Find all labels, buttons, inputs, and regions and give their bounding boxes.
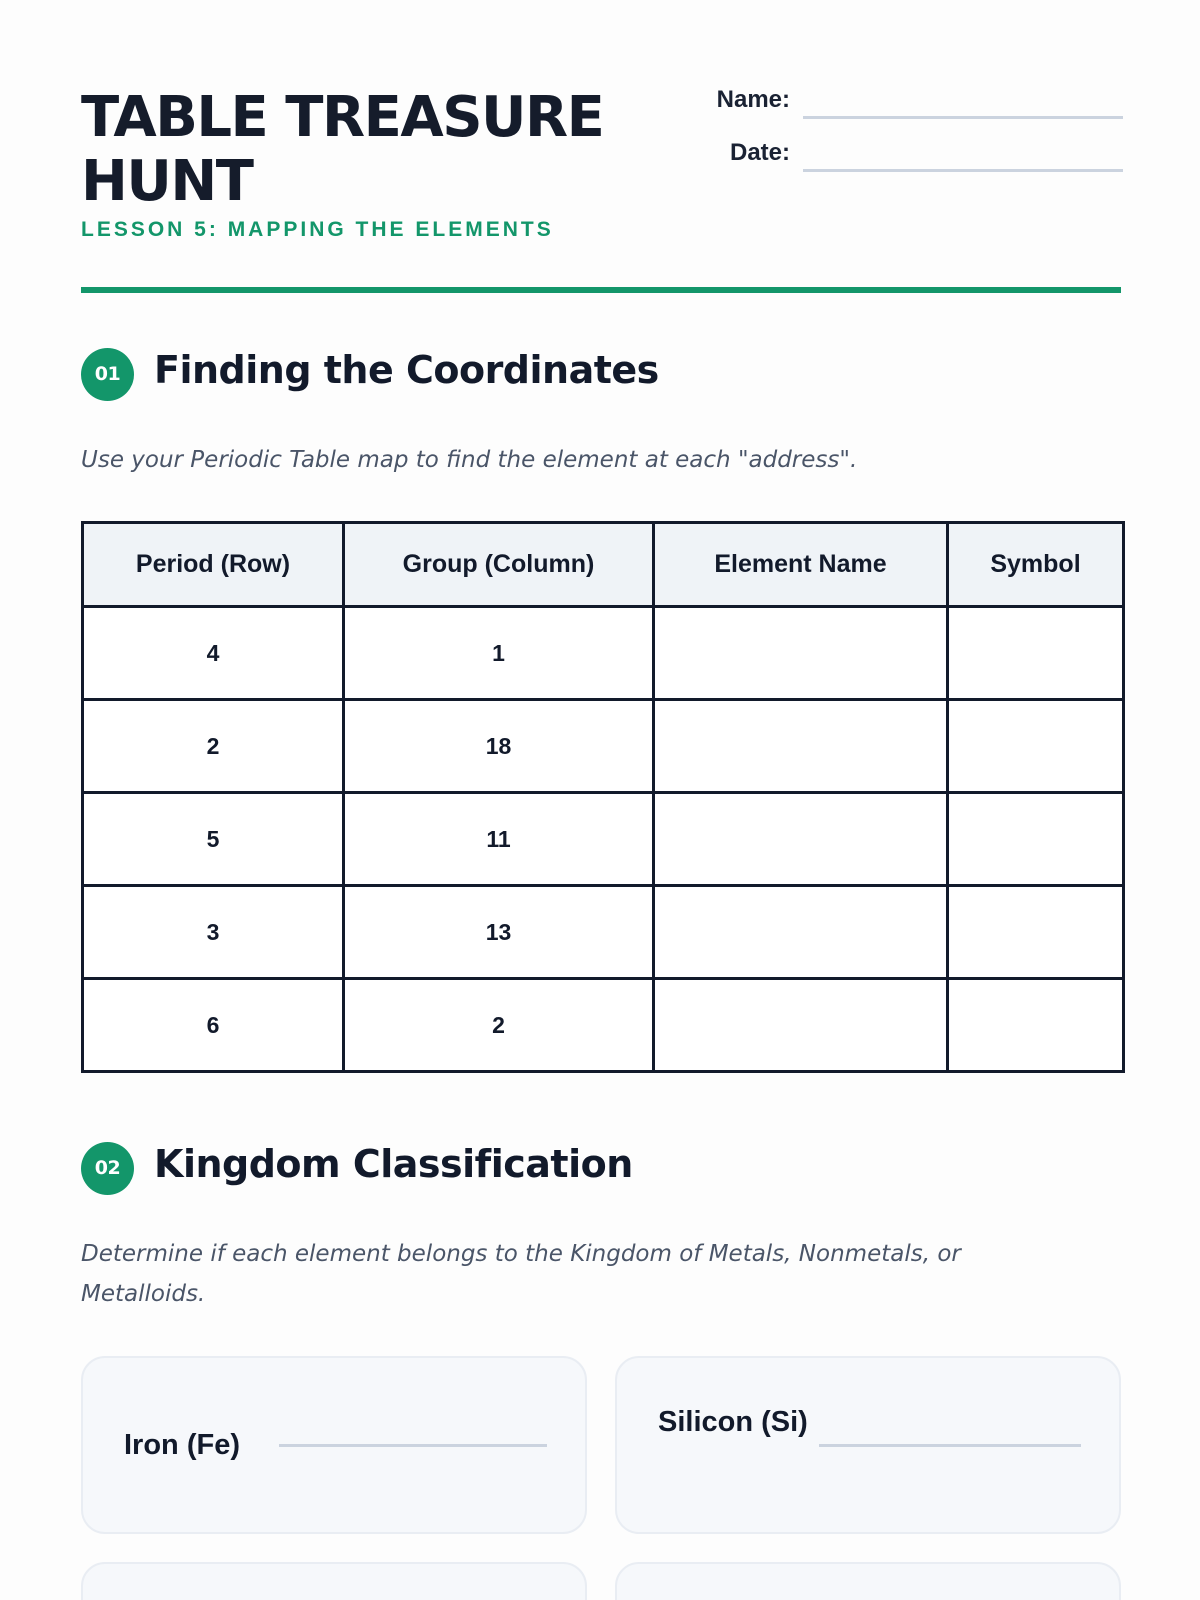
period-cell: 3 bbox=[83, 886, 344, 979]
table-row bbox=[83, 700, 1124, 793]
period-cell: 6 bbox=[83, 979, 344, 1072]
group-cell: 2 bbox=[344, 979, 654, 1072]
period-cell: 4 bbox=[83, 607, 344, 700]
classification-answer-line[interactable] bbox=[279, 1444, 547, 1447]
header-divider bbox=[81, 287, 1121, 293]
card-element-label: Silicon (Si) bbox=[658, 1406, 808, 1438]
column-header-element-name: Element Name bbox=[654, 523, 948, 607]
element-name-answer-cell[interactable] bbox=[654, 607, 948, 700]
table-row bbox=[83, 607, 1124, 700]
table-header-row bbox=[83, 523, 1124, 607]
lesson-subtitle: LESSON 5: MAPPING THE ELEMENTS bbox=[81, 218, 554, 241]
section-title: Finding the Coordinates bbox=[154, 348, 659, 392]
section-title: Kingdom Classification bbox=[154, 1142, 633, 1186]
element-name-answer-cell[interactable] bbox=[654, 793, 948, 886]
section-instructions: Determine if each element belongs to the Kingdom of Metals, Nonmetals, or Metalloids. bbox=[81, 1241, 961, 1307]
table-row bbox=[83, 886, 1124, 979]
group-cell: 13 bbox=[344, 886, 654, 979]
group-cell: 1 bbox=[344, 607, 654, 700]
element-name-answer-cell[interactable] bbox=[654, 979, 948, 1072]
section-number-badge: 01 bbox=[81, 348, 134, 401]
section-number-badge: 02 bbox=[81, 1142, 134, 1195]
classification-card bbox=[81, 1562, 587, 1600]
table-row bbox=[83, 979, 1124, 1072]
column-header-symbol: Symbol bbox=[948, 523, 1124, 607]
date-label: Date: bbox=[729, 139, 790, 166]
worksheet-title: TABLE TREASURE HUNT bbox=[81, 85, 604, 214]
card-element-label: Iron (Fe) bbox=[124, 1429, 240, 1461]
column-header-period: Period (Row) bbox=[83, 523, 344, 607]
group-cell: 18 bbox=[344, 700, 654, 793]
section-instructions: Use your Periodic Table map to find the element at each "address". bbox=[81, 447, 858, 473]
classification-card bbox=[81, 1356, 587, 1534]
table-row bbox=[83, 793, 1124, 886]
symbol-answer-cell[interactable] bbox=[948, 607, 1124, 700]
group-cell: 11 bbox=[344, 793, 654, 886]
classification-card bbox=[615, 1356, 1121, 1534]
element-name-answer-cell[interactable] bbox=[654, 700, 948, 793]
name-field[interactable] bbox=[803, 116, 1123, 119]
element-name-answer-cell[interactable] bbox=[654, 886, 948, 979]
classification-card bbox=[615, 1562, 1121, 1600]
symbol-answer-cell[interactable] bbox=[948, 979, 1124, 1072]
date-field[interactable] bbox=[803, 169, 1123, 172]
name-label: Name: bbox=[716, 86, 790, 113]
symbol-answer-cell[interactable] bbox=[948, 793, 1124, 886]
column-header-group: Group (Column) bbox=[344, 523, 654, 607]
symbol-answer-cell[interactable] bbox=[948, 700, 1124, 793]
period-cell: 5 bbox=[83, 793, 344, 886]
classification-answer-line[interactable] bbox=[819, 1444, 1081, 1447]
period-cell: 2 bbox=[83, 700, 344, 793]
symbol-answer-cell[interactable] bbox=[948, 886, 1124, 979]
coordinates-table bbox=[81, 521, 1125, 1073]
